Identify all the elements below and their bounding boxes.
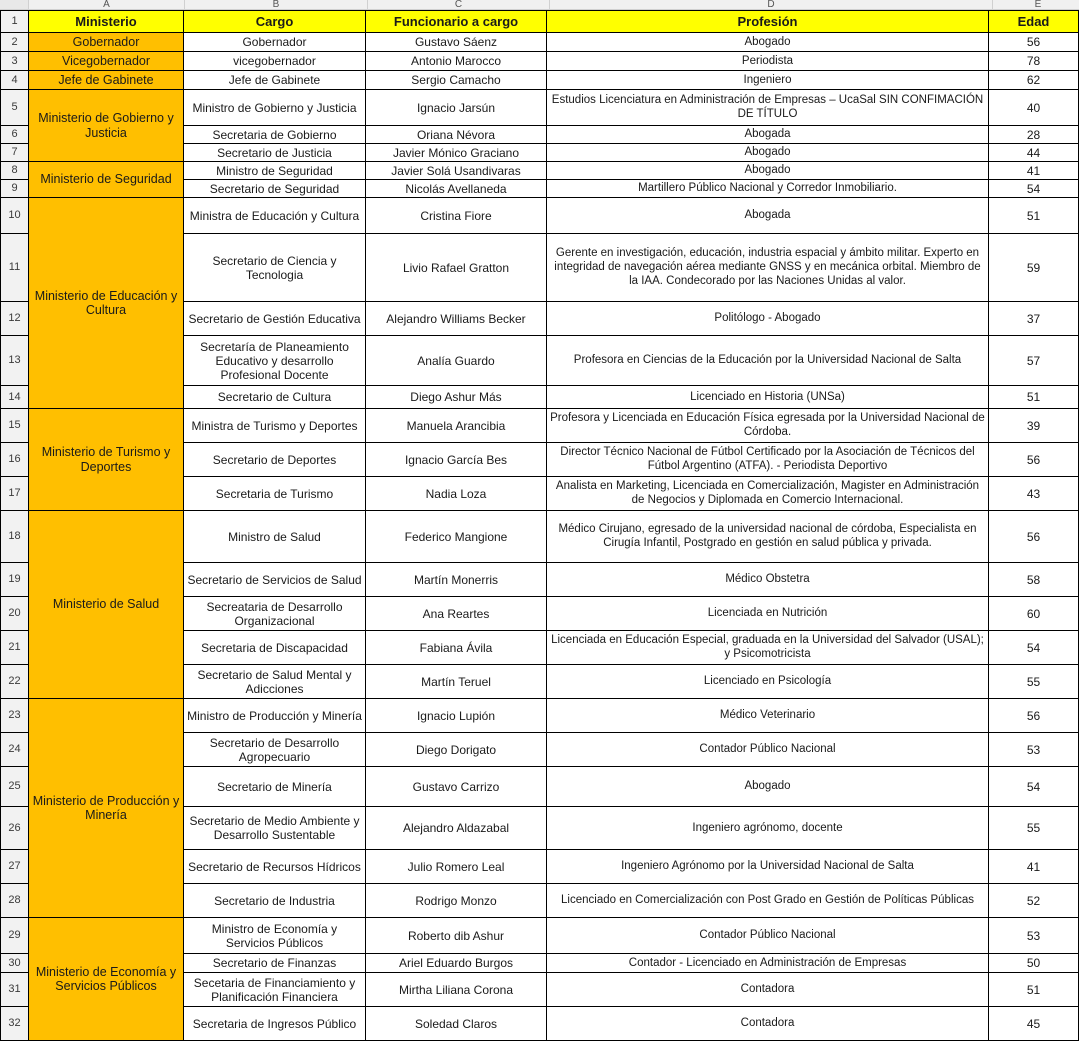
cell-edad[interactable]: 45 xyxy=(989,1007,1079,1041)
row-number[interactable]: 29 xyxy=(1,918,29,954)
cell-funcionario[interactable]: Fabiana Ávila xyxy=(366,631,547,665)
table-row xyxy=(1,33,1079,52)
cell-edad[interactable]: 39 xyxy=(989,409,1079,443)
row-number[interactable]: 3 xyxy=(1,52,29,71)
cell-funcionario[interactable]: Sergio Camacho xyxy=(366,71,547,90)
cell-cargo[interactable]: Ministro de Gobierno y Justicia xyxy=(184,90,366,126)
cell-edad[interactable]: 43 xyxy=(989,477,1079,511)
table-row xyxy=(1,90,1079,126)
cell-profesion[interactable]: Licenciado en Psicología xyxy=(547,665,989,699)
column-header-e[interactable]: E xyxy=(993,0,1079,9)
cell-cargo[interactable]: Secretario de Recursos Hídricos xyxy=(184,850,366,884)
row-number[interactable]: 21 xyxy=(1,631,29,665)
cell-cargo[interactable]: Secretaria de Turismo xyxy=(184,477,366,511)
row-number[interactable]: 16 xyxy=(1,443,29,477)
cell-edad[interactable]: 28 xyxy=(989,126,1079,144)
cell-ministerio[interactable]: Ministerio de Seguridad xyxy=(29,162,184,198)
cell-funcionario[interactable]: Mirtha Liliana Corona xyxy=(366,973,547,1007)
cell-profesion[interactable]: Licenciada en Nutrición xyxy=(547,597,989,631)
row-number[interactable]: 5 xyxy=(1,90,29,126)
cell-ministerio[interactable]: Ministerio de Economía y Servicios Públicos xyxy=(29,918,184,1041)
cell-profesion[interactable]: Profesora y Licenciada en Educación Física egresada por la Universidad Nacional de Córdoba. xyxy=(547,409,989,443)
officials-table xyxy=(0,10,1079,1041)
cell-edad[interactable]: 56 xyxy=(989,443,1079,477)
cell-edad[interactable]: 57 xyxy=(989,336,1079,386)
cell-profesion[interactable]: Licenciada en Educación Especial, graduada en la Universidad del Salvador (USAL); y Psicomotricista xyxy=(547,631,989,665)
cell-cargo[interactable]: Secretario de Medio Ambiente y Desarrollo Sustentable xyxy=(184,807,366,850)
table-row xyxy=(1,409,1079,443)
cell-cargo[interactable]: Ministro de Economía y Servicios Públicos xyxy=(184,918,366,954)
cell-funcionario[interactable]: Julio Romero Leal xyxy=(366,850,547,884)
row-number[interactable]: 25 xyxy=(1,767,29,807)
cell-ministerio[interactable]: Ministerio de Educación y Cultura xyxy=(29,198,184,409)
cell-cargo[interactable]: Secretario de Industria xyxy=(184,884,366,918)
cell-profesion[interactable]: Profesora en Ciencias de la Educación por la Universidad Nacional de Salta xyxy=(547,336,989,386)
column-header-ministerio[interactable]: Ministerio xyxy=(29,11,184,33)
cell-edad[interactable]: 41 xyxy=(989,850,1079,884)
cell-cargo[interactable]: Secretario de Desarrollo Agropecuario xyxy=(184,733,366,767)
cell-cargo[interactable]: Ministro de Producción y Minería xyxy=(184,699,366,733)
cell-edad[interactable]: 51 xyxy=(989,973,1079,1007)
cell-funcionario[interactable]: Rodrigo Monzo xyxy=(366,884,547,918)
cell-edad[interactable]: 58 xyxy=(989,563,1079,597)
row-number[interactable]: 26 xyxy=(1,807,29,850)
cell-funcionario[interactable]: Alejandro Aldazabal xyxy=(366,807,547,850)
cell-profesion[interactable]: Abogada xyxy=(547,198,989,234)
cell-ministerio[interactable]: Ministerio de Producción y Minería xyxy=(29,699,184,918)
cell-cargo[interactable]: Secreataria de Desarrollo Organizacional xyxy=(184,597,366,631)
cell-edad[interactable]: 62 xyxy=(989,71,1079,90)
row-number[interactable]: 27 xyxy=(1,850,29,884)
table-row xyxy=(1,511,1079,563)
cell-funcionario[interactable]: Ana Reartes xyxy=(366,597,547,631)
cell-funcionario[interactable]: Javier Mónico Graciano xyxy=(366,144,547,162)
cell-funcionario[interactable]: Ariel Eduardo Burgos xyxy=(366,954,547,973)
cell-funcionario[interactable]: Soledad Claros xyxy=(366,1007,547,1041)
table-row xyxy=(1,52,1079,71)
cell-edad[interactable]: 55 xyxy=(989,665,1079,699)
cell-edad[interactable]: 44 xyxy=(989,144,1079,162)
cell-funcionario[interactable]: Nicolás Avellaneda xyxy=(366,180,547,198)
cell-funcionario[interactable]: Diego Ashur Más xyxy=(366,386,547,409)
cell-funcionario[interactable]: Martín Monerris xyxy=(366,563,547,597)
cell-funcionario[interactable]: Livio Rafael Gratton xyxy=(366,234,547,302)
row-number-header[interactable]: 1 xyxy=(1,11,29,33)
cell-edad[interactable]: 54 xyxy=(989,631,1079,665)
table-row xyxy=(1,162,1079,180)
cell-funcionario[interactable]: Oriana Névora xyxy=(366,126,547,144)
cell-edad[interactable]: 54 xyxy=(989,767,1079,807)
cell-profesion[interactable]: Politólogo - Abogado xyxy=(547,302,989,336)
cell-edad[interactable]: 52 xyxy=(989,884,1079,918)
row-number[interactable]: 8 xyxy=(1,162,29,180)
cell-edad[interactable]: 41 xyxy=(989,162,1079,180)
column-header-a[interactable]: A xyxy=(29,0,185,9)
cell-profesion[interactable]: Abogada xyxy=(547,126,989,144)
cell-profesion[interactable]: Licenciado en Comercialización con Post Grado en Gestión de Políticas Públicas xyxy=(547,884,989,918)
cell-profesion[interactable]: Contadora xyxy=(547,973,989,1007)
cell-edad[interactable]: 53 xyxy=(989,918,1079,954)
cell-funcionario[interactable]: Javier Solá Usandivaras xyxy=(366,162,547,180)
cell-ministerio[interactable]: Ministerio de Gobierno y Justicia xyxy=(29,90,184,162)
row-number[interactable]: 17 xyxy=(1,477,29,511)
cell-cargo[interactable]: Jefe de Gabinete xyxy=(184,71,366,90)
row-number[interactable]: 22 xyxy=(1,665,29,699)
cell-ministerio[interactable]: Jefe de Gabinete xyxy=(29,71,184,90)
cell-ministerio[interactable]: Ministerio de Salud xyxy=(29,511,184,699)
row-number[interactable]: 12 xyxy=(1,302,29,336)
cell-cargo[interactable]: Ministra de Educación y Cultura xyxy=(184,198,366,234)
table-row xyxy=(1,918,1079,954)
cell-ministerio[interactable]: Gobernador xyxy=(29,33,184,52)
column-header-d[interactable]: D xyxy=(550,0,993,9)
cell-funcionario[interactable]: Federico Mangione xyxy=(366,511,547,563)
cell-edad[interactable]: 59 xyxy=(989,234,1079,302)
row-number[interactable]: 2 xyxy=(1,33,29,52)
column-header-strip xyxy=(0,0,1079,10)
column-header-b[interactable]: B xyxy=(185,0,368,9)
cell-edad[interactable]: 56 xyxy=(989,511,1079,563)
row-number[interactable]: 28 xyxy=(1,884,29,918)
cell-profesion[interactable]: Martillero Público Nacional y Corredor Inmobiliario. xyxy=(547,180,989,198)
cell-funcionario[interactable]: Ignacio García Bes xyxy=(366,443,547,477)
cell-cargo[interactable]: Secretario de Servicios de Salud xyxy=(184,563,366,597)
row-number[interactable]: 7 xyxy=(1,144,29,162)
cell-profesion[interactable]: Médico Obstetra xyxy=(547,563,989,597)
row-number[interactable]: 23 xyxy=(1,699,29,733)
cell-profesion[interactable]: Contador - Licenciado en Administración de Empresas xyxy=(547,954,989,973)
row-number[interactable]: 9 xyxy=(1,180,29,198)
row-number[interactable]: 10 xyxy=(1,198,29,234)
cell-cargo[interactable]: Gobernador xyxy=(184,33,366,52)
cell-cargo[interactable]: Secretario de Finanzas xyxy=(184,954,366,973)
row-number[interactable]: 31 xyxy=(1,973,29,1007)
cell-cargo[interactable]: Secretaría de Planeamiento Educativo y desarrollo Profesional Docente xyxy=(184,336,366,386)
cell-cargo[interactable]: Secetaria de Financiamiento y Planificación Financiera xyxy=(184,973,366,1007)
cell-cargo[interactable]: Ministro de Seguridad xyxy=(184,162,366,180)
row-number[interactable]: 15 xyxy=(1,409,29,443)
table-row xyxy=(1,699,1079,733)
cell-edad[interactable]: 56 xyxy=(989,33,1079,52)
row-number[interactable]: 13 xyxy=(1,336,29,386)
cell-ministerio[interactable]: Vicegobernador xyxy=(29,52,184,71)
cell-funcionario[interactable]: Gustavo Sáenz xyxy=(366,33,547,52)
cell-funcionario[interactable]: Martín Teruel xyxy=(366,665,547,699)
cell-cargo[interactable]: Secretario de Deportes xyxy=(184,443,366,477)
cell-funcionario[interactable]: Cristina Fiore xyxy=(366,198,547,234)
cell-profesion[interactable]: Abogado xyxy=(547,33,989,52)
row-number[interactable]: 6 xyxy=(1,126,29,144)
cell-funcionario[interactable]: Antonio Marocco xyxy=(366,52,547,71)
cell-funcionario[interactable]: Gustavo Carrizo xyxy=(366,767,547,807)
cell-cargo[interactable]: Secretario de Ciencia y Tecnologia xyxy=(184,234,366,302)
cell-cargo[interactable]: Ministro de Salud xyxy=(184,511,366,563)
cell-edad[interactable]: 51 xyxy=(989,386,1079,409)
cell-edad[interactable]: 37 xyxy=(989,302,1079,336)
table-header-row xyxy=(1,11,1079,33)
cell-funcionario[interactable]: Nadia Loza xyxy=(366,477,547,511)
cell-profesion[interactable]: Abogado xyxy=(547,767,989,807)
column-header-funcionario[interactable]: Funcionario a cargo xyxy=(366,11,547,33)
cell-cargo[interactable]: Secretario de Seguridad xyxy=(184,180,366,198)
cell-profesion[interactable]: Contador Público Nacional xyxy=(547,918,989,954)
column-header-profesion[interactable]: Profesión xyxy=(547,11,989,33)
row-number[interactable]: 30 xyxy=(1,954,29,973)
table-row xyxy=(1,198,1079,234)
row-number[interactable]: 4 xyxy=(1,71,29,90)
cell-edad[interactable]: 55 xyxy=(989,807,1079,850)
cell-funcionario[interactable]: Manuela Arancibia xyxy=(366,409,547,443)
cell-profesion[interactable]: Gerente en investigación, educación, industria espacial y ámbito militar. Experto en integridad de navegación aérea mediante GNSS y en mecánica orbital. Miembro de la IAA. Condecorado por las Naciones Unidas al valor. xyxy=(547,234,989,302)
cell-profesion[interactable]: Estudios Licenciatura en Administración de Empresas – UcaSal SIN CONFIMACIÓN DE TÍTULO xyxy=(547,90,989,126)
cell-funcionario[interactable]: Analía Guardo xyxy=(366,336,547,386)
cell-edad[interactable]: 78 xyxy=(989,52,1079,71)
cell-profesion[interactable]: Periodista xyxy=(547,52,989,71)
row-number[interactable]: 18 xyxy=(1,511,29,563)
cell-funcionario[interactable]: Diego Dorigato xyxy=(366,733,547,767)
cell-funcionario[interactable]: Ignacio Jarsún xyxy=(366,90,547,126)
cell-profesion[interactable]: Ingeniero xyxy=(547,71,989,90)
cell-funcionario[interactable]: Roberto dib Ashur xyxy=(366,918,547,954)
corner-select-all-button[interactable] xyxy=(0,0,29,9)
cell-funcionario[interactable]: Ignacio Lupión xyxy=(366,699,547,733)
cell-cargo[interactable]: Secretaria de Gobierno xyxy=(184,126,366,144)
cell-cargo[interactable]: Secretaria de Discapacidad xyxy=(184,631,366,665)
cell-profesion[interactable]: Ingeniero Agrónomo por la Universidad Nacional de Salta xyxy=(547,850,989,884)
cell-cargo[interactable]: Secretario de Cultura xyxy=(184,386,366,409)
cell-profesion[interactable]: Analista en Marketing, Licenciada en Comercialización, Magister en Administración de Negocios y Diplomada en Comercio Internacional. xyxy=(547,477,989,511)
cell-edad[interactable]: 54 xyxy=(989,180,1079,198)
column-header-cargo[interactable]: Cargo xyxy=(184,11,366,33)
row-number[interactable]: 20 xyxy=(1,597,29,631)
cell-cargo[interactable]: Secretario de Minería xyxy=(184,767,366,807)
cell-edad[interactable]: 53 xyxy=(989,733,1079,767)
cell-cargo[interactable]: Secretario de Gestión Educativa xyxy=(184,302,366,336)
cell-funcionario[interactable]: Alejandro Williams Becker xyxy=(366,302,547,336)
cell-cargo[interactable]: Secretaria de Ingresos Público xyxy=(184,1007,366,1041)
cell-edad[interactable]: 40 xyxy=(989,90,1079,126)
cell-cargo[interactable]: Ministra de Turismo y Deportes xyxy=(184,409,366,443)
column-header-edad[interactable]: Edad xyxy=(989,11,1079,33)
cell-edad[interactable]: 51 xyxy=(989,198,1079,234)
cell-profesion[interactable]: Director Técnico Nacional de Fútbol Certificado por la Asociación de Técnicos del Fútbol Argentino (ATFA). - Periodista Deportivo xyxy=(547,443,989,477)
cell-cargo[interactable]: Secretario de Salud Mental y Adicciones xyxy=(184,665,366,699)
cell-profesion[interactable]: Abogado xyxy=(547,144,989,162)
cell-cargo[interactable]: Secretario de Justicia xyxy=(184,144,366,162)
cell-edad[interactable]: 56 xyxy=(989,699,1079,733)
row-number[interactable]: 19 xyxy=(1,563,29,597)
cell-edad[interactable]: 60 xyxy=(989,597,1079,631)
row-number[interactable]: 11 xyxy=(1,234,29,302)
cell-profesion[interactable]: Ingeniero agrónomo, docente xyxy=(547,807,989,850)
row-number[interactable]: 24 xyxy=(1,733,29,767)
column-header-c[interactable]: C xyxy=(368,0,550,9)
cell-ministerio[interactable]: Ministerio de Turismo y Deportes xyxy=(29,409,184,511)
cell-cargo[interactable]: vicegobernador xyxy=(184,52,366,71)
cell-profesion[interactable]: Contador Público Nacional xyxy=(547,733,989,767)
cell-edad[interactable]: 50 xyxy=(989,954,1079,973)
cell-profesion[interactable]: Contadora xyxy=(547,1007,989,1041)
row-number[interactable]: 14 xyxy=(1,386,29,409)
cell-profesion[interactable]: Médico Cirujano, egresado de la universidad nacional de córdoba, Especialista en Cirugía Infantil, Postgrado en gestión en salud pública y privada. xyxy=(547,511,989,563)
table-row xyxy=(1,71,1079,90)
table-body xyxy=(1,33,1079,1041)
row-number[interactable]: 32 xyxy=(1,1007,29,1041)
cell-profesion[interactable]: Médico Veterinario xyxy=(547,699,989,733)
cell-profesion[interactable]: Licenciado en Historia (UNSa) xyxy=(547,386,989,409)
cell-profesion[interactable]: Abogado xyxy=(547,162,989,180)
